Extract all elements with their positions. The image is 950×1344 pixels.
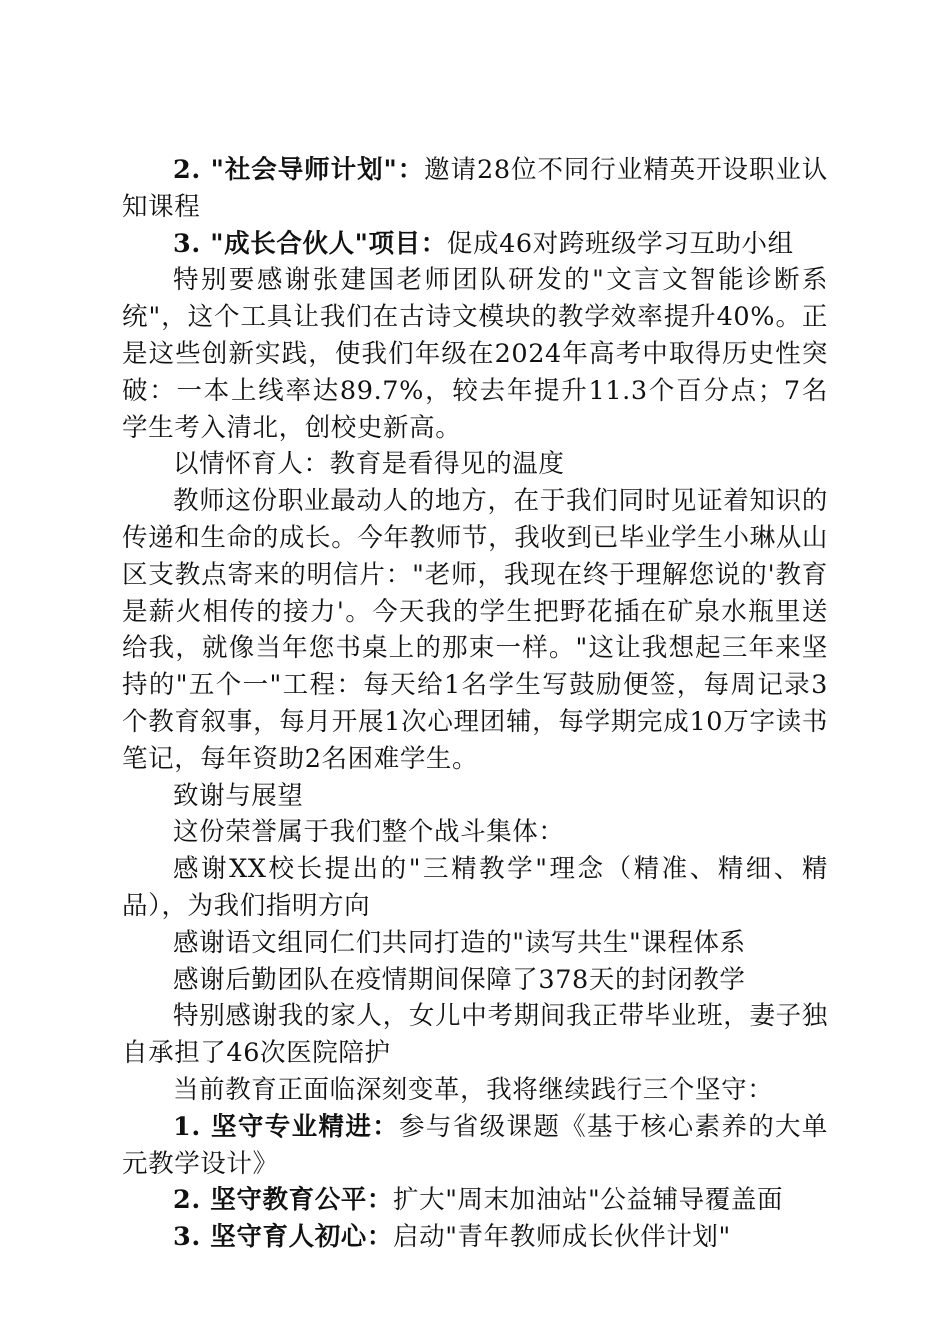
- commitment-lead: 1. 坚守专业精进：: [173, 1111, 400, 1142]
- thanks-line: 当前教育正面临深刻变革，我将继续践行三个坚守：: [173, 1074, 774, 1105]
- section-heading-thanks: 致谢与展望: [173, 780, 304, 811]
- commitment-item: [122, 1219, 828, 1256]
- commitment-text: 启动"青年教师成长伙伴计划": [393, 1222, 731, 1253]
- commitment-lead: 3. 坚守育人初心：: [173, 1222, 393, 1253]
- thanks-line: 感谢后勤团队在疫情期间保障了378天的封闭教学: [173, 964, 746, 995]
- list-item-lead: 2. "社会导师计划"：: [173, 155, 425, 185]
- section-heading-care: 以情怀育人：教育是看得见的温度: [173, 449, 565, 480]
- thanks-line: 感谢XX校长提出的"三精教学"理念（精准、精细、精品），为我们指明方向: [122, 854, 828, 921]
- list-item-lead: 3. "成长合伙人"项目：: [173, 228, 447, 259]
- commitment-item: [122, 1182, 828, 1219]
- document-page: [122, 152, 828, 1256]
- paragraph-innovation: 特别要感谢张建国老师团队研发的"文言文智能诊断系统"，这个工具让我们在古诗文模块的教学效率提升40%。正是这些创新实践，使我们年级在2024年高考中取得历史性突破：一本上线率达89.7%，较去年提升11.3个百分点；7名学生考入清北，创校史新高。: [122, 265, 828, 443]
- list-item-text: 邀请28位不同行业精英开设职业认知课程: [122, 155, 828, 222]
- commitment-item: [122, 1109, 828, 1183]
- commitment-lead: 2. 坚守教育公平：: [173, 1185, 393, 1216]
- thanks-line: 这份荣誉属于我们整个战斗集体：: [173, 817, 565, 848]
- thanks-line: 感谢语文组同仁们共同打造的"读写共生"课程体系: [173, 927, 746, 958]
- thanks-line: 特别感谢我的家人，女儿中考期间我正带毕业班，妻子独自承担了46次医院陪护: [122, 1001, 828, 1069]
- list-item-text: 促成46对跨班级学习互助小组: [446, 228, 794, 259]
- commitment-text: 参与省级课题《基于核心素养的大单元教学设计》: [122, 1111, 829, 1179]
- commitment-text: 扩大"周末加油站"公益辅导覆盖面: [393, 1185, 784, 1216]
- list-item-mentor: [122, 152, 828, 226]
- list-item-partner: [122, 226, 828, 263]
- paragraph-care: 教师这份职业最动人的地方，在于我们同时见证着知识的传递和生命的成长。今年教师节，我收到已毕业学生小琳从山区支教点寄来的明信片："老师，我现在终于理解您说的'教育是薪火相传的接力'。今天我的学生把野花插在矿泉水瓶里送给我，就像当年您书桌上的那束一样。"这让我想起三年来坚持的"五个一"工程：每天给1名学生写鼓励便签，每周记录3个教育叙事，每月开展1次心理团辅，每学期完成10万字读书笔记，每年资助2名困难学生。: [122, 486, 828, 774]
